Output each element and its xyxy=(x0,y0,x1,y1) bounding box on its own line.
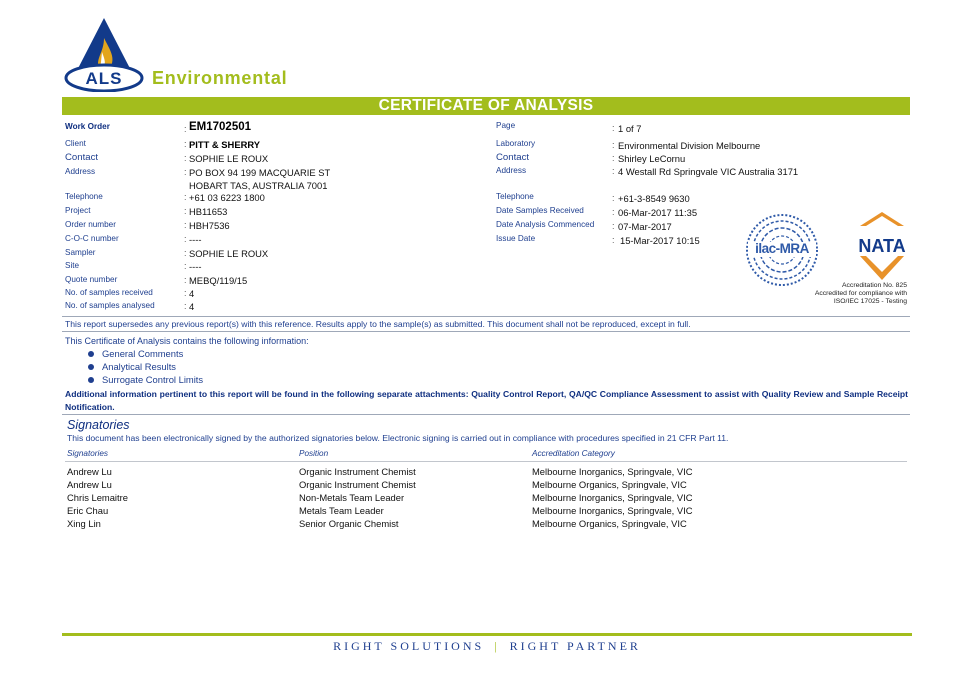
field-value: Environmental Division Melbourne xyxy=(618,140,761,151)
field-label: Date Analysis Commenced xyxy=(496,220,595,229)
field-value: HBH7536 xyxy=(189,220,230,231)
ilac-mra-logo xyxy=(744,212,820,288)
client-value: PITT & SHERRY xyxy=(189,139,261,150)
signatory-position: Metals Team Leader xyxy=(299,505,384,516)
field-value: ---- xyxy=(189,261,202,272)
als-logo-text: ALS xyxy=(85,69,123,88)
field-value: 06-Mar-2017 11:35 xyxy=(618,207,698,218)
field-value: ---- xyxy=(189,234,202,245)
field-label: Work Order xyxy=(65,122,110,131)
field-value: +61-3-8549 9630 xyxy=(618,193,690,204)
column-header: Signatories xyxy=(67,449,108,458)
contents-item: Surrogate Control Limits xyxy=(102,374,204,385)
nata-logo xyxy=(852,212,912,284)
field-label: Date Samples Received xyxy=(496,206,584,215)
footer-separator: | xyxy=(494,639,500,653)
signatory-category: Melbourne Inorganics, Springvale, VIC xyxy=(532,492,693,503)
footer-tagline xyxy=(62,639,912,654)
field-label: Address xyxy=(496,166,527,175)
signatory-category: Melbourne Inorganics, Springvale, VIC xyxy=(532,466,693,477)
field-label: Issue Date xyxy=(496,234,536,243)
column-header: Accreditation Category xyxy=(532,449,615,458)
signatory-category: Melbourne Organics, Springvale, VIC xyxy=(532,518,687,529)
field-value: 4 xyxy=(189,288,195,299)
footer-rule xyxy=(62,633,912,636)
field-label: No. of samples analysed xyxy=(65,301,155,310)
work-order-value: EM1702501 xyxy=(189,121,252,133)
field-value: HOBART TAS, AUSTRALIA 7001 xyxy=(189,180,328,191)
certificate-title: CERTIFICATE OF ANALYSIS xyxy=(62,97,910,115)
column-header: Position xyxy=(299,449,329,458)
field-value: PO BOX 94 199 MACQUARIE ST xyxy=(189,167,331,178)
field-label: C-O-C number xyxy=(65,234,119,243)
signatory-position: Organic Instrument Chemist xyxy=(299,479,416,490)
field-label: Telephone xyxy=(65,192,103,201)
field-value: SOPHIE LE ROUX xyxy=(189,248,269,259)
issue-date-value: 15-Mar-2017 10:15 xyxy=(620,235,700,246)
bullet-icon xyxy=(88,377,94,383)
field-label: Laboratory xyxy=(496,139,536,148)
ilac-text: ilac-MRA xyxy=(755,241,809,256)
signatories-statement: This document has been electronically signed by the authorized signatories below. Electronic signing is carried out in compliance with procedures specified in 21 CFR Part 11. xyxy=(67,433,729,443)
divider xyxy=(62,331,910,332)
contents-item: General Comments xyxy=(102,348,184,359)
field-label: No. of samples received xyxy=(65,288,153,297)
accreditation-compliance: Accredited for compliance with xyxy=(814,290,907,297)
contents-intro: This Certificate of Analysis contains the following information: xyxy=(65,336,309,346)
bullet-icon xyxy=(88,351,94,357)
field-label: Contact xyxy=(65,152,99,163)
signatory-name: Chris Lemaitre xyxy=(67,492,128,503)
page-number: 1 of 7 xyxy=(618,123,642,134)
field-value: MEBQ/119/15 xyxy=(189,275,248,286)
field-value: 4 xyxy=(189,301,195,312)
field-label: Page xyxy=(496,121,516,130)
field-value: Shirley LeCornu xyxy=(618,153,686,164)
signatory-category: Melbourne Organics, Springvale, VIC xyxy=(532,479,687,490)
field-label: Address xyxy=(65,167,96,176)
signatory-position: Organic Instrument Chemist xyxy=(299,466,416,477)
field-value: +61 03 6223 1800 xyxy=(189,192,265,203)
field-value: SOPHIE LE ROUX xyxy=(189,153,269,164)
signatories-heading: Signatories xyxy=(67,418,130,432)
signatory-name: Andrew Lu xyxy=(67,466,112,477)
field-value: 4 Westall Rd Springvale VIC Australia 3171 xyxy=(618,166,799,177)
field-label: Sampler xyxy=(65,248,96,257)
divider xyxy=(65,461,907,462)
field-label: Client xyxy=(65,139,86,148)
bullet-icon xyxy=(88,364,94,370)
division-name: Environmental xyxy=(152,68,288,88)
signatory-name: Andrew Lu xyxy=(67,479,112,490)
field-value: HB11653 xyxy=(189,206,228,217)
footer-left-text: RIGHT SOLUTIONS xyxy=(333,639,485,653)
field-label: Order number xyxy=(65,220,116,229)
signatory-name: Xing Lin xyxy=(67,518,101,529)
divider xyxy=(62,414,910,415)
signatory-category: Melbourne Inorganics, Springvale, VIC xyxy=(532,505,693,516)
field-value: 07-Mar-2017 xyxy=(618,221,672,232)
field-label: Telephone xyxy=(496,192,534,201)
signatory-position: Non-Metals Team Leader xyxy=(299,492,405,503)
field-label: Contact xyxy=(496,152,530,163)
signatory-name: Eric Chau xyxy=(67,505,109,516)
field-label: Site xyxy=(65,261,80,270)
footer-right-text: RIGHT PARTNER xyxy=(509,639,641,653)
notice-text: This report supersedes any previous report(s) with this reference. Results apply to the sample(s) as submitted. This document shall not be reproduced, except in full. xyxy=(65,319,691,329)
accreditation-number: Accreditation No. 825 xyxy=(842,282,907,289)
field-label: Quote number xyxy=(65,275,118,284)
nata-text: NATA xyxy=(858,236,906,256)
additional-info: Additional information pertinent to this report will be found in the following separate attachments: Quality Control Report, QA/QC Compliance Assessment to assist with Quality Review and Sample Receipt Notification. xyxy=(65,389,908,412)
signatory-position: Senior Organic Chemist xyxy=(299,518,399,529)
contents-item: Analytical Results xyxy=(102,361,176,372)
divider xyxy=(62,316,910,317)
accreditation-standard: ISO/IEC 17025 - Testing xyxy=(833,298,907,305)
field-label: Project xyxy=(65,206,91,215)
als-logo xyxy=(64,16,148,92)
